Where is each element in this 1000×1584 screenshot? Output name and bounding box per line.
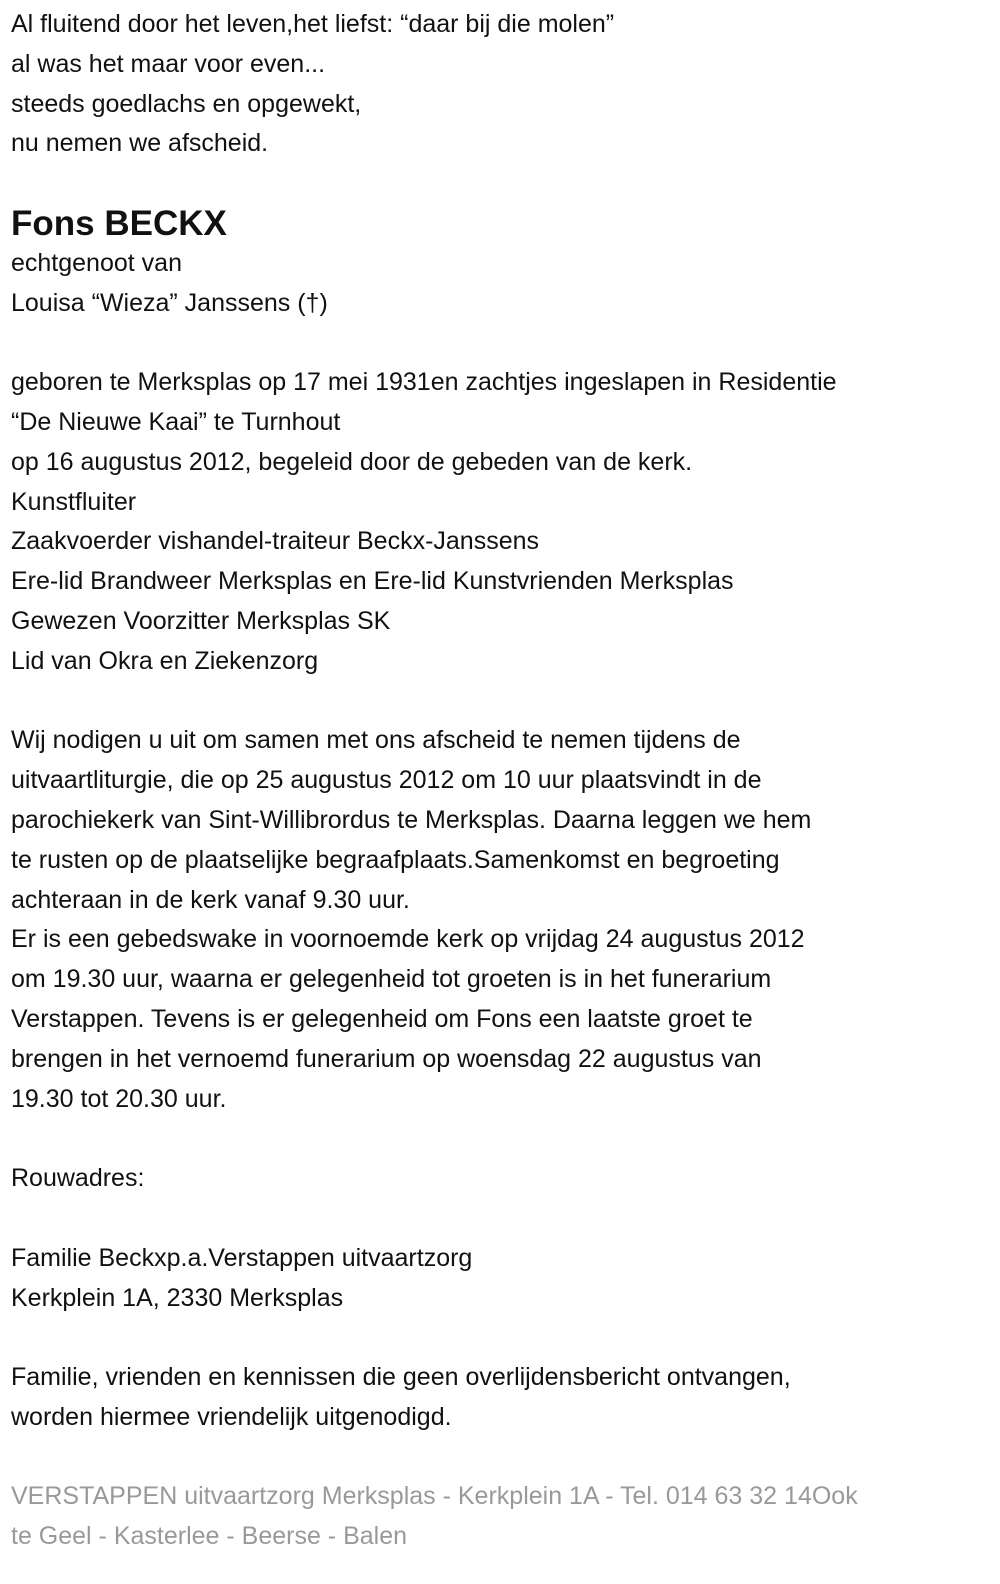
footer-line: VERSTAPPEN uitvaartzorg Merksplas - Kerkplein 1A - Tel. 014 63 32 14Ook	[11, 1482, 858, 1511]
invitation-line: Verstappen. Tevens is er gelegenheid om Fons een laatste groet te	[11, 1004, 753, 1033]
biography	[11, 363, 1000, 681]
poem-line: al was het maar voor even...	[11, 49, 326, 78]
bio-line: Zaakvoerder vishandel-traiteur Beckx-Janssens	[11, 527, 540, 556]
spouse-line: echtgenoot van	[11, 248, 182, 277]
invitation	[11, 721, 1000, 1119]
bio-line: Kunstfluiter	[11, 487, 137, 516]
poem-line: Al fluitend door het leven,het liefst: “daar bij die molen”	[11, 10, 615, 38]
footer-line: te Geel - Kasterlee - Beerse - Balen	[11, 1522, 408, 1551]
poem-line: nu nemen we afscheid.	[11, 129, 269, 158]
bio-line: Gewezen Voorzitter Merksplas SK	[11, 606, 391, 635]
invitation-line: 19.30 tot 20.30 uur.	[11, 1084, 227, 1113]
invitation-line: parochiekerk van Sint-Willibrordus te Merksplas. Daarna leggen we hem	[11, 805, 812, 834]
invitation-line: Er is een gebedswake in voornoemde kerk op vrijdag 24 augustus 2012	[11, 925, 805, 954]
bio-line: Ere-lid Brandweer Merksplas en Ere-lid Kunstvrienden Merksplas	[11, 567, 734, 596]
closing-line: worden hiermee vriendelijk uitgenodigd.	[11, 1402, 452, 1431]
address-label: Rouwadres:	[11, 1164, 145, 1193]
address-line: Kerkplein 1A, 2330 Merksplas	[11, 1283, 344, 1312]
invitation-line: achteraan in de kerk vanaf 9.30 uur.	[11, 885, 410, 914]
invitation-line: te rusten op de plaatselijke begraafplaats.Samenkomst en begroeting	[11, 845, 780, 874]
invitation-line: brengen in het vernoemd funerarium op woensdag 22 augustus van	[11, 1044, 762, 1073]
bio-line: Lid van Okra en Ziekenzorg	[11, 646, 319, 675]
invitation-line: Wij nodigen u uit om samen met ons afscheid te nemen tijdens de	[11, 726, 741, 755]
address-line: Familie Beckxp.a.Verstappen uitvaartzorg	[11, 1243, 473, 1272]
poem	[11, 5, 1000, 164]
bio-line: “De Nieuwe Kaai” te Turnhout	[11, 407, 341, 436]
bio-line: op 16 augustus 2012, begeleid door de gebeden van de kerk.	[11, 447, 693, 476]
poem-line: steeds goedlachs en opgewekt,	[11, 89, 362, 118]
invitation-line: uitvaartliturgie, die op 25 augustus 2012 om 10 uur plaatsvindt in de	[11, 766, 762, 795]
invitation-line: om 19.30 uur, waarna er gelegenheid tot groeten is in het funerarium	[11, 965, 772, 994]
spouse-line: Louisa “Wieza” Janssens (†)	[11, 288, 328, 317]
bio-line: geboren te Merksplas op 17 mei 1931en zachtjes ingeslapen in Residentie	[11, 368, 837, 397]
deceased-name: Fons BECKX	[11, 203, 227, 243]
closing-line: Familie, vrienden en kennissen die geen overlijdensbericht ontvangen,	[11, 1363, 791, 1392]
